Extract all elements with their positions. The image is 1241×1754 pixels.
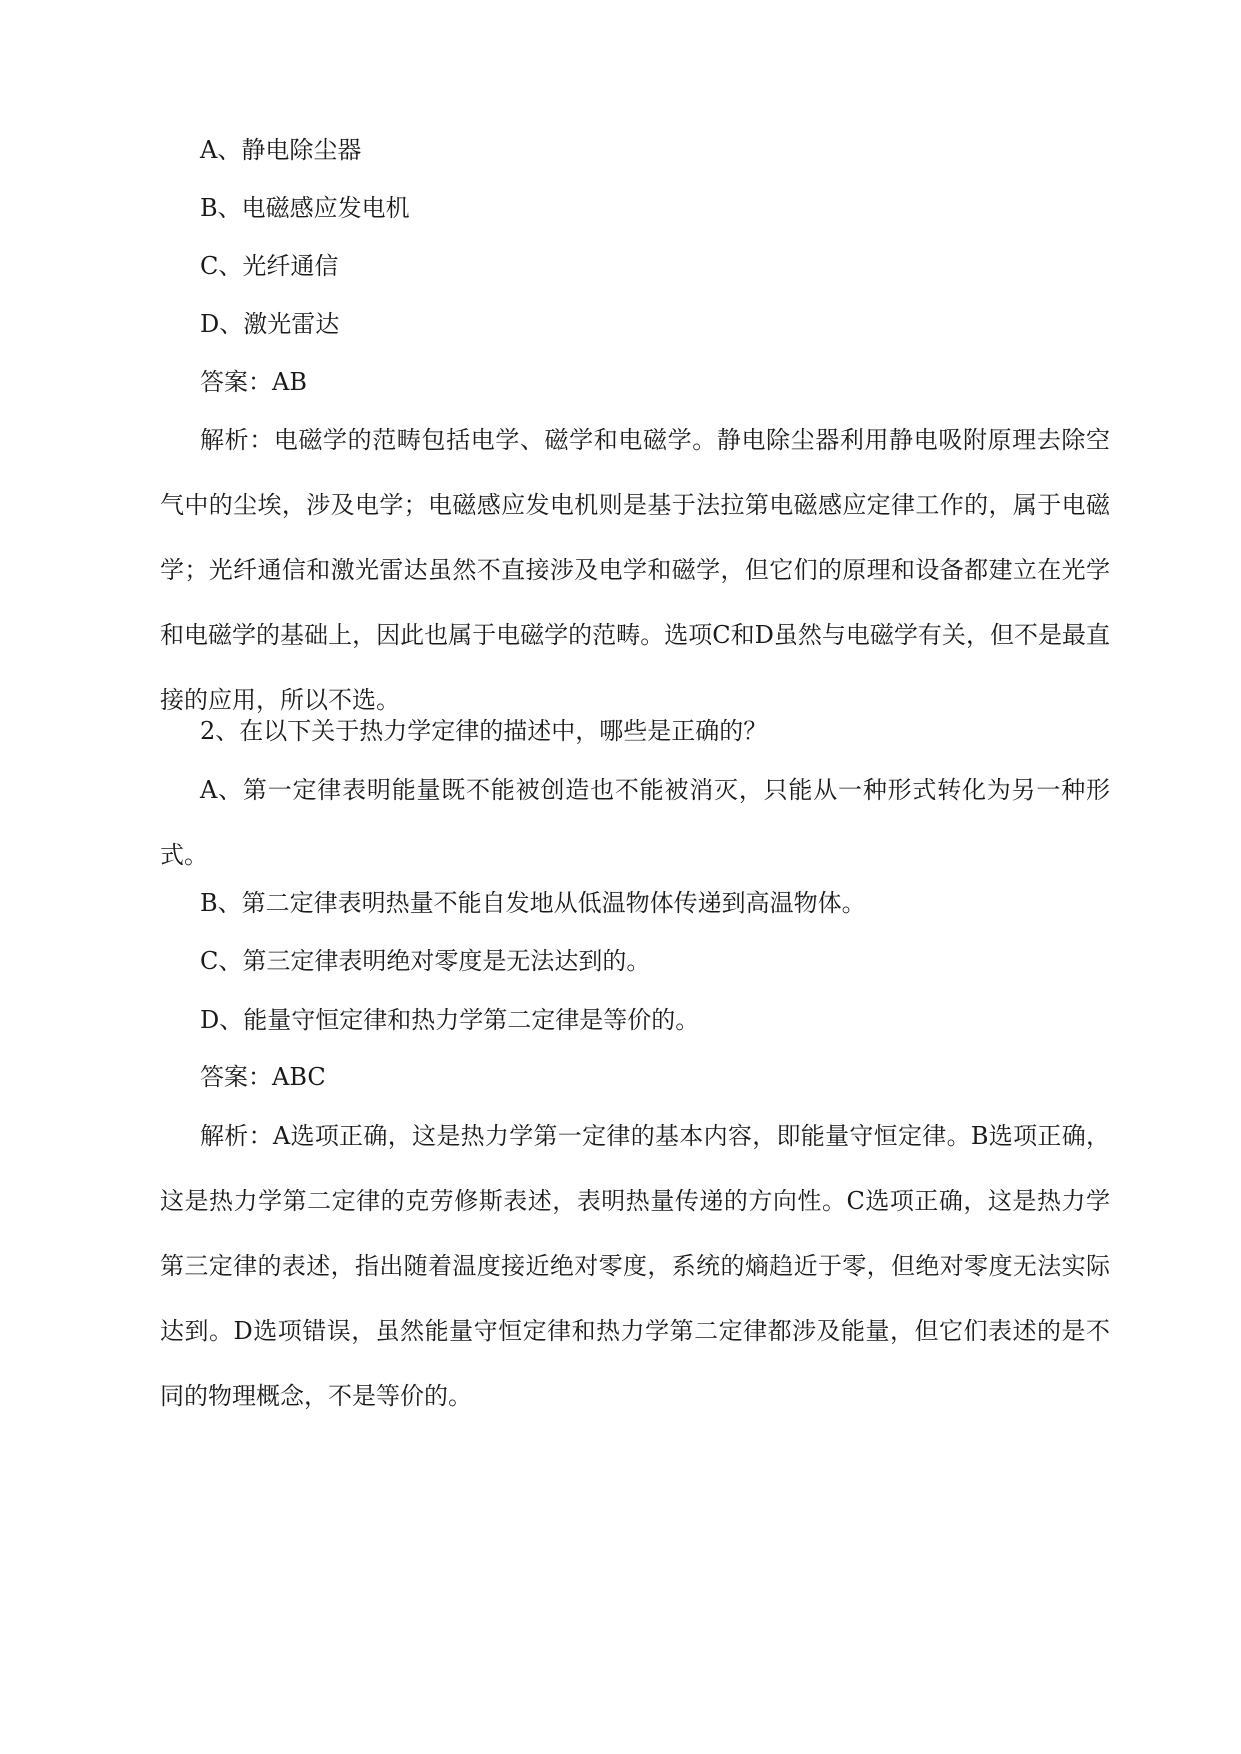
q2-option-a: A、第一定律表明能量既不能被创造也不能被消灭，只能从一种形式转化为另一种形式。 [160,776,1110,869]
q2-option-c: C、第三定律表明绝对零度是无法达到的。 [200,947,651,975]
q1-option-c: C、光纤通信 [200,252,339,280]
q2-option-b: B、第二定律表明热量不能自发地从低温物体传递到高温物体。 [200,889,866,917]
q1-answer: 答案：AB [200,368,307,396]
q1-option-b: B、电磁感应发电机 [200,194,410,222]
q2-option-d: D、能量守恒定律和热力学第二定律是等价的。 [200,1006,700,1034]
q2-analysis: 解析：A选项正确，这是热力学第一定律的基本内容，即能量守恒定律。B选项正确，这是热力学第二定律的克劳修斯表述，表明热量传递的方向性。C选项正确，这是热力学第三定律的表述，指出随着温度接近绝对零度，系统的熵趋近于零，但绝对零度无法实际达到。D选项错误，虽然能量守恒定律和热力学第二定律都涉及能量，但它们表述的是不同的物理概念，不是等价的。 [160,1122,1110,1410]
q2-answer: 答案：ABC [200,1063,326,1091]
q1-option-d: D、激光雷达 [200,310,340,338]
q2-question: 2、在以下关于热力学定律的描述中，哪些是正确的？ [200,717,768,745]
q1-option-a: A、静电除尘器 [200,136,362,164]
q1-analysis: 解析：电磁学的范畴包括电学、磁学和电磁学。静电除尘器利用静电吸附原理去除空气中的尘埃，涉及电学；电磁感应发电机则是基于法拉第电磁感应定律工作的，属于电磁学；光纤通信和激光雷达虽然不直接涉及电学和磁学，但它们的原理和设备都建立在光学和电磁学的基础上，因此也属于电磁学的范畴。选项C和D虽然与电磁学有关，但不是最直接的应用，所以不选。 [160,426,1110,714]
